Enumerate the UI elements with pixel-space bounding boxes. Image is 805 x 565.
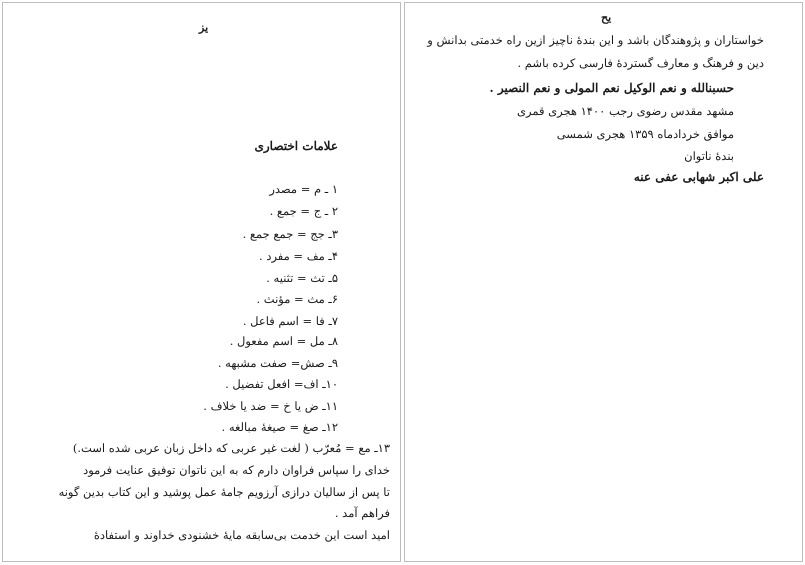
abbreviation-item: ۵ـ تث = تثنیه . [266, 271, 338, 285]
abbreviation-item: ۲ ـ ج = جمع . [269, 204, 338, 218]
abbreviation-item: ۶ـ مث = مؤنث . [256, 292, 338, 306]
right-page-number: یح [601, 11, 612, 24]
left-page [2, 2, 401, 562]
solar-date-line: موافق خردادماه ۱۳۵۹ هجری شمسی [556, 127, 734, 141]
place-date-line: مشهد مقدس رضوی رجب ۱۴۰۰ هجری قمری [516, 104, 734, 118]
right-page [404, 2, 803, 562]
prayer-line: حسبنالله و نعم الوکیل نعم المولی و نعم النصیر . [489, 81, 734, 95]
abbreviation-item: ۱۱ـ ض یا خ = ضد یا خلاف . [203, 399, 338, 413]
paragraph-line: فراهم آمد . [334, 506, 390, 520]
abbreviations-heading: علامات اختصاری [254, 139, 338, 153]
abbreviation-item: ۱ ـ م = مصدر [269, 182, 338, 196]
abbreviation-item: ۴ـ مف = مفرد . [259, 249, 338, 263]
body-line: دین و فرهنگ و معارف گستردهٔ فارسی کرده باشم . [517, 56, 764, 70]
paragraph-line: خدای را سپاس فراوان دارم که به این ناتوان توفیق عنایت فرمود [83, 463, 390, 477]
abbreviation-item: ۱۳ـ مع = مُعرّب ( لغت غیر عربی که داخل زبان عربی شده است.) [72, 441, 390, 455]
left-page-number: یز [199, 21, 209, 34]
abbreviation-item: ۷ـ فا = اسم فاعل . [242, 314, 338, 328]
abbreviation-item: ۸ـ مل = اسم مفعول . [229, 334, 338, 348]
abbreviation-item: ۱۲ـ صغ = صیغهٔ مبالغه . [221, 420, 338, 434]
servant-line: بندهٔ ناتوان [684, 149, 734, 163]
author-signature: علی اکبر شهابی عفی عنه [633, 170, 764, 184]
abbreviation-item: ۳ـ جج = جمع جمع . [242, 227, 338, 241]
closing-line: امید است این خدمت بی‌سابقه مایهٔ خشنودی خداوند و استفادهٔ [93, 528, 390, 542]
paragraph-line: تا پس از سالیان درازی آرزویم جامهٔ عمل پوشید و این کتاب بدین گونه [58, 485, 390, 499]
abbreviation-item: ۱۰ـ اف= افعل تفضیل . [225, 377, 338, 391]
abbreviation-item: ۹ـ صش= صفت مشبهه . [217, 356, 338, 370]
body-line: خواستاران و پژوهندگان باشد و این بندهٔ ناچیز ازین راه خدمتی بدانش و [427, 33, 764, 47]
